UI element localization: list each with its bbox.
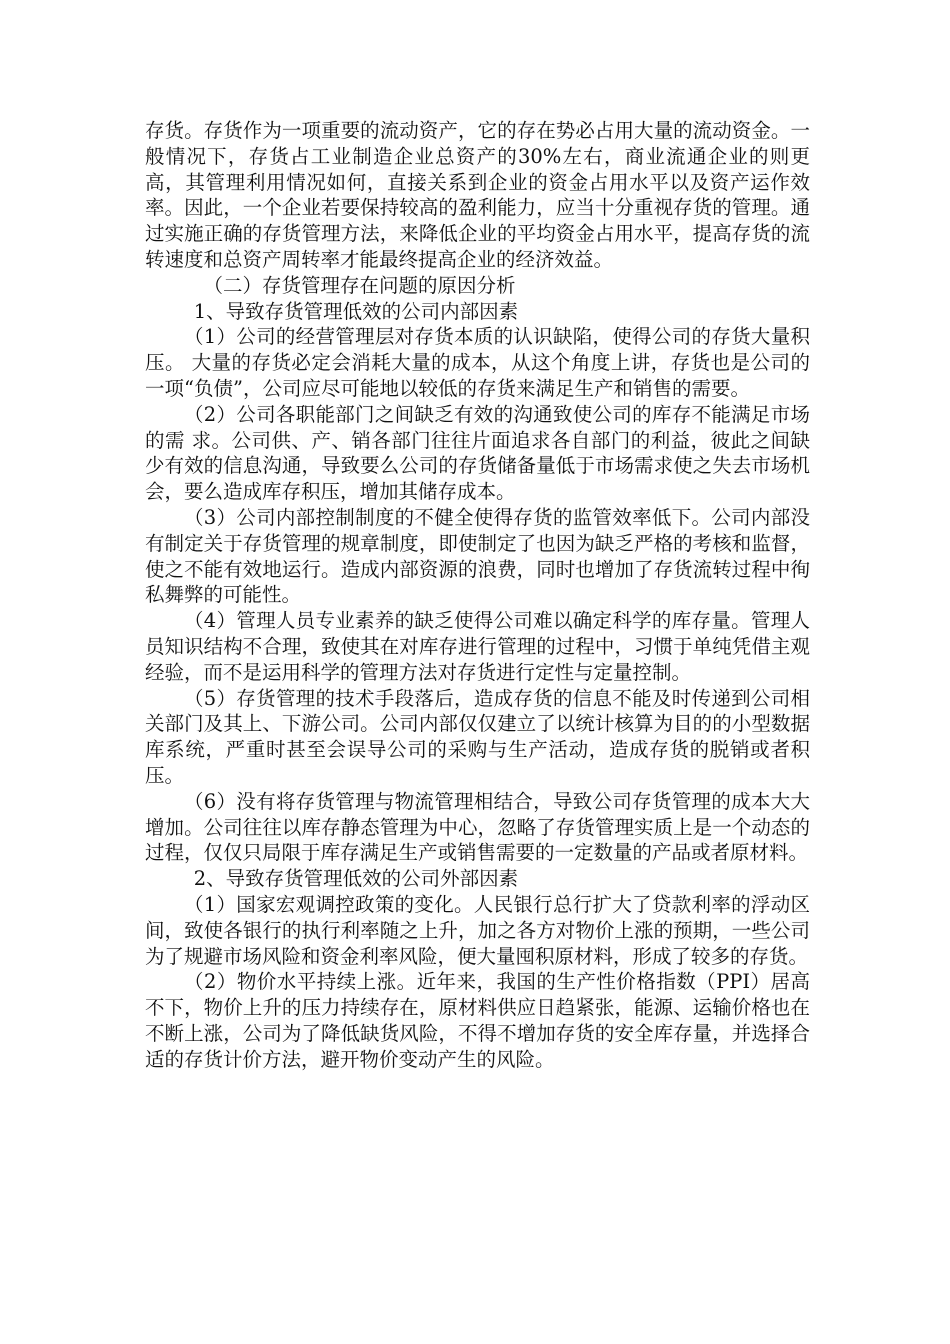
paragraph-internal-4: （4）管理人员专业素养的缺乏使得公司难以确定科学的库存量。管理人员知识结构不合理，致使其在对库存进行管理的过程中，习惯于单纯凭借主观经验，而不是运用科学的管理方法对存货进行定性与定量控制。 [145, 609, 810, 684]
paragraph-internal-6: （6）没有将存货管理与物流管理相结合，导致公司存货管理的成本大大增加。公司往往以库存静态管理为中心，忽略了存货管理实质上是一个动态的过程，仅仅只局限于库存满足生产或销售需要的一定数量的产品或者原材料。 [145, 789, 810, 865]
subheading-internal-factors: 1、导致存货管理低效的公司内部因素 [193, 299, 519, 323]
paragraph-inventory-intro: 存货。存货作为一项重要的流动资产，它的存在势必占用大量的流动资金。一般情况下，存货占工业制造企业总资产的30%左右，商业流通企业的则更高，其管理利用情况如何，直接关系到企业的资金占用水平以及资产运作效率。因此，一个企业若要保持较高的盈利能力，应当十分重视存货的管理。通过实施正确的存货管理方法，来降低企业的平均资金占用水平，提高存货的流转速度和总资产周转率才能最终提高企业的经济效益。 [145, 119, 810, 271]
document-body [145, 118, 810, 1072]
subheading-external-factors: 2、导致存货管理低效的公司外部因素 [193, 867, 519, 891]
paragraph-internal-5: （5）存货管理的技术手段落后，造成存货的信息不能及时传递到公司相关部门及其上、下游公司。公司内部仅仅建立了以统计核算为目的的小型数据库系统，严重时甚至会误导公司的采购与生产活动，造成存货的脱销或者积压。 [145, 686, 810, 787]
paragraph-internal-2: （2）公司各职能部门之间缺乏有效的沟通致使公司的库存不能满足市场的需 求。公司供、产、销各部门往往片面追求各自部门的利益，彼此之间缺少有效的信息沟通，导致要么公司的存货储备量低于市场需求使之失去市场机会，要么造成库存积压，增加其储存成本。 [145, 402, 810, 504]
paragraph-external-1: （1）国家宏观调控政策的变化。人民银行总行扩大了贷款利率的浮动区间，致使各银行的执行利率随之上升，加之各方对物价上涨的预期，一些公司为了规避市场风险和资金利率风险，便大量囤积原材料，形成了较多的存货。 [145, 892, 810, 968]
paragraph-internal-1: （1）公司的经营管理层对存货本质的认识缺陷，使得公司的存货大量积压。 大量的存货必定会消耗大量的成本，从这个角度上讲，存货也是公司的一项“负债”，公司应尽可能地以较低的存货来满足生产和销售的需要。 [145, 325, 810, 400]
paragraph-internal-3: （3）公司内部控制制度的不健全使得存货的监管效率低下。公司内部没有制定关于存货管理的规章制度，即使制定了也因为缺乏严格的考核和监督，使之不能有效地运行。造成内部资源的浪费，同时也增加了存货流转过程中徇私舞弊的可能性。 [145, 505, 810, 607]
section-heading-cause-analysis: （二）存货管理存在问题的原因分析 [203, 273, 516, 297]
paragraph-external-2: （2）物价水平持续上涨。近年来，我国的生产性价格指数（PPI）居高不下，物价上升的压力持续存在，原材料供应日趋紧张，能源、运输价格也在不断上涨，公司为了降低缺货风险，不得不增加存货的安全库存量，并选择合适的存货计价方法，避开物价变动产生的风险。 [145, 970, 810, 1071]
